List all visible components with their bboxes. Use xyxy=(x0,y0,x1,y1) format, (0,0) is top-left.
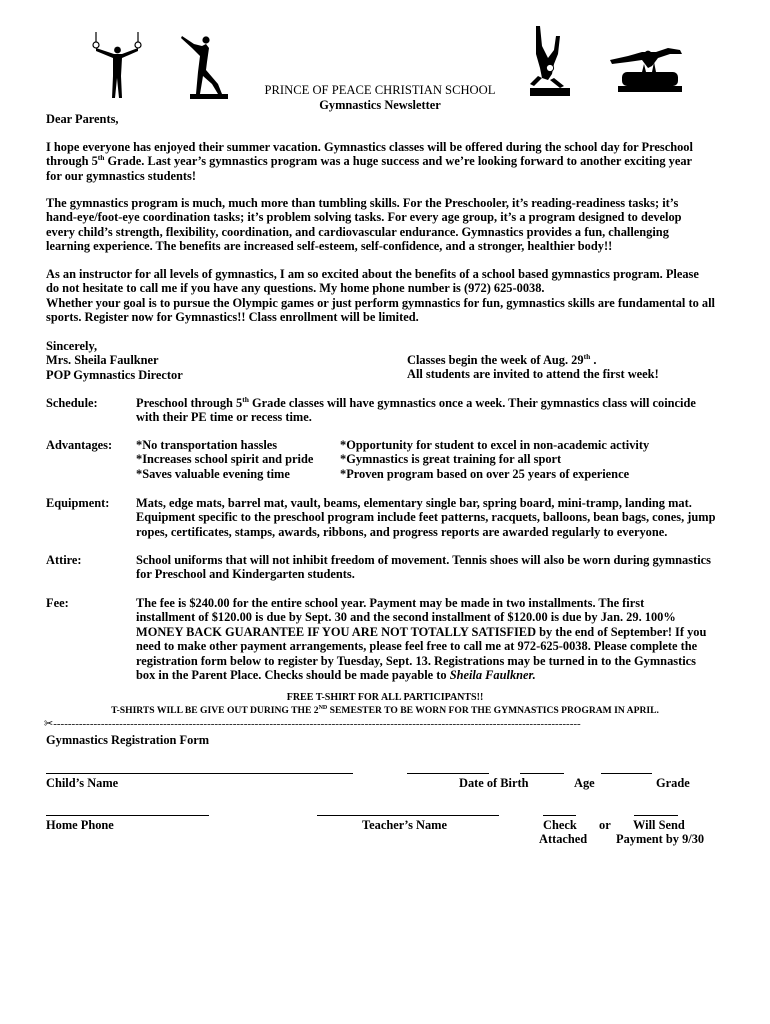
greeting: Dear Parents, xyxy=(46,112,119,126)
equipment-line-3: ropes, certificates, stamps, awards, ribbons, and progress reports are awarded regularly to everyone. xyxy=(136,524,668,539)
attire-line-1: School uniforms that will not inhibit freedom of movement. Tennis shoes will also be worn during gymnastics xyxy=(136,553,711,567)
schedule-text xyxy=(136,396,736,425)
or-label: or xyxy=(599,818,611,832)
paragraph-1 xyxy=(46,140,736,183)
p1-line-2: through 5th Grade. Last year’s gymnastics program was a huge success and we’re looking forward to another exciting year xyxy=(46,153,693,169)
gymnast-rings-icon xyxy=(88,32,148,100)
gymnast-pommel-horse-icon xyxy=(608,48,684,100)
teacher-field[interactable] xyxy=(317,815,499,816)
grade-field[interactable] xyxy=(601,773,652,774)
age-field[interactable] xyxy=(520,773,564,774)
attire-label: Attire: xyxy=(46,553,82,567)
attire-line-2: for Preschool and Kindergarten students. xyxy=(136,567,355,582)
will-send-field[interactable] xyxy=(634,815,678,816)
fee-line-6: box in the Parent Place. Checks should be made payable to Sheila Faulkner. xyxy=(136,668,536,683)
advantage-item: *Opportunity for student to excel in non-academic activity xyxy=(340,438,650,452)
payee-name: Sheila Faulkner. xyxy=(449,668,536,683)
p3-line-2: do not hesitate to call me if you have any questions. My home phone number is (972) 625-0038. xyxy=(46,281,545,296)
p2-line-2: hand-eye/foot-eye coordination tasks; it’s problem solving tasks. For every age group, it’s a program designed to develop xyxy=(46,210,682,225)
signer-name: Mrs. Sheila Faulkner xyxy=(46,353,159,368)
signer-title: POP Gymnastics Director xyxy=(46,367,183,382)
dob-field[interactable] xyxy=(407,773,489,774)
dob-label: Date of Birth xyxy=(459,776,529,790)
schedule-label: Schedule: xyxy=(46,396,98,410)
home-phone-field[interactable] xyxy=(46,815,209,816)
schedule-line-1: Preschool through 5th Grade classes will have gymnastics once a week. Their gymnastics class will coincide xyxy=(136,394,696,410)
home-phone-label: Home Phone xyxy=(46,818,114,832)
advantages-right-list xyxy=(340,438,736,481)
check-field[interactable] xyxy=(543,815,576,816)
p1-line-3: for our gymnastics students! xyxy=(46,168,196,183)
advantage-item: *Increases school spirit and pride xyxy=(136,452,314,467)
attached-label: Attached xyxy=(539,832,588,846)
paragraph-2 xyxy=(46,196,736,254)
fee-text xyxy=(136,596,736,682)
age-label: Age xyxy=(574,776,595,790)
child-name-label: Child’s Name xyxy=(46,776,119,790)
p3-line-4: sports. Register now for Gymnastics!! Class enrollment will be limited. xyxy=(46,310,419,325)
attire-text xyxy=(136,553,736,582)
fee-line-3: MONEY BACK GUARANTEE IF YOU ARE NOT TOTALLY SATISFIED by the end of September! If you xyxy=(136,624,707,639)
equipment-text xyxy=(136,496,736,539)
p2-line-4: learning experience. The benefits are increased self-esteem, self-confidence, and a stronger, healthier body!! xyxy=(46,239,613,254)
closing: Sincerely, xyxy=(46,339,98,353)
free-tshirt-notice: FREE T-SHIRT FOR ALL PARTICIPANTS!! xyxy=(286,692,484,703)
p1-line-1: I hope everyone has enjoyed their summer vacation. Gymnastics classes will be offered during the school day for Preschool xyxy=(46,140,693,154)
all-invited: All students are invited to attend the first week! xyxy=(407,367,659,382)
payment-by-label: Payment by 9/30 xyxy=(616,832,705,846)
fee-line-4: need to make other payment arrangements, please feel free to call me at 972-625-0038. Please complete the xyxy=(136,639,698,654)
paragraph-3 xyxy=(46,267,736,325)
classes-begin: Classes begin the week of Aug. 29th . xyxy=(407,351,597,367)
p2-line-1: The gymnastics program is much, much more than tumbling skills. For the Preschooler, it’s reading-readiness tasks; it’s xyxy=(46,196,679,210)
fee-line-2: installment of $120.00 is due by Sept. 30 and the second installment of $120.00 is due by Jan. 29. 100% xyxy=(136,610,676,625)
advantage-item: *Saves valuable evening time xyxy=(136,466,290,481)
school-name: PRINCE OF PEACE CHRISTIAN SCHOOL xyxy=(264,83,496,97)
fee-line-1: The fee is $240.00 for the entire school year. Payment may be made in two installments. The first xyxy=(136,596,645,610)
check-label: Check xyxy=(543,818,577,832)
scissors-cut-line: ✂------------------------------------------------------------------------------------------------------------------------------------------------ xyxy=(44,718,581,730)
p3-line-1: As an instructor for all levels of gymnastics, I am so excited about the benefits of a school based gymnastics program. Please xyxy=(46,267,699,281)
teacher-label: Teacher’s Name xyxy=(362,818,447,832)
advantage-item: *No transportation hassles xyxy=(136,438,278,452)
schedule-line-2: with their PE time or recess time. xyxy=(136,410,312,425)
classes-begin-note xyxy=(407,353,737,382)
tshirt-schedule-notice: T-SHIRTS WILL BE GIVE OUT DURING THE 2ND SEMESTER TO BE WORN FOR THE GYMNASTICS PROGRAM IN APRIL. xyxy=(111,704,659,716)
form-title: Gymnastics Registration Form xyxy=(46,733,210,747)
advantage-item: *Proven program based on over 25 years of experience xyxy=(340,466,630,481)
equipment-label: Equipment: xyxy=(46,496,110,510)
equipment-line-2: Equipment specific to the preschool program include feet patterns, racquets, balloons, bean bags, cones, jump xyxy=(136,510,716,525)
p2-line-3: every child’s strength, flexibility, coordination, and cardiovascular endurance. Gymnastics provides a fun, challenging xyxy=(46,224,669,239)
child-name-field[interactable] xyxy=(46,773,353,774)
fee-label: Fee: xyxy=(46,596,69,610)
will-send-label: Will Send xyxy=(633,818,685,832)
advantage-item: *Gymnastics is great training for all sport xyxy=(340,452,562,467)
equipment-line-1: Mats, edge mats, barrel mat, vault, beams, elementary single bar, spring board, mini-tramp, landing mat. xyxy=(136,496,692,510)
advantages-left-list xyxy=(136,438,341,481)
p3-line-3: Whether your goal is to pursue the Olympic games or just perform gymnastics for fun, gymnastics skills are fundamental to all xyxy=(46,295,715,310)
fee-line-5: registration form below to register by Tuesday, Sept. 13. Registrations may be turned in to the Gymnastics xyxy=(136,653,696,668)
grade-label: Grade xyxy=(656,776,690,790)
advantages-label: Advantages: xyxy=(46,438,113,452)
newsletter-title: Gymnastics Newsletter xyxy=(319,98,441,112)
